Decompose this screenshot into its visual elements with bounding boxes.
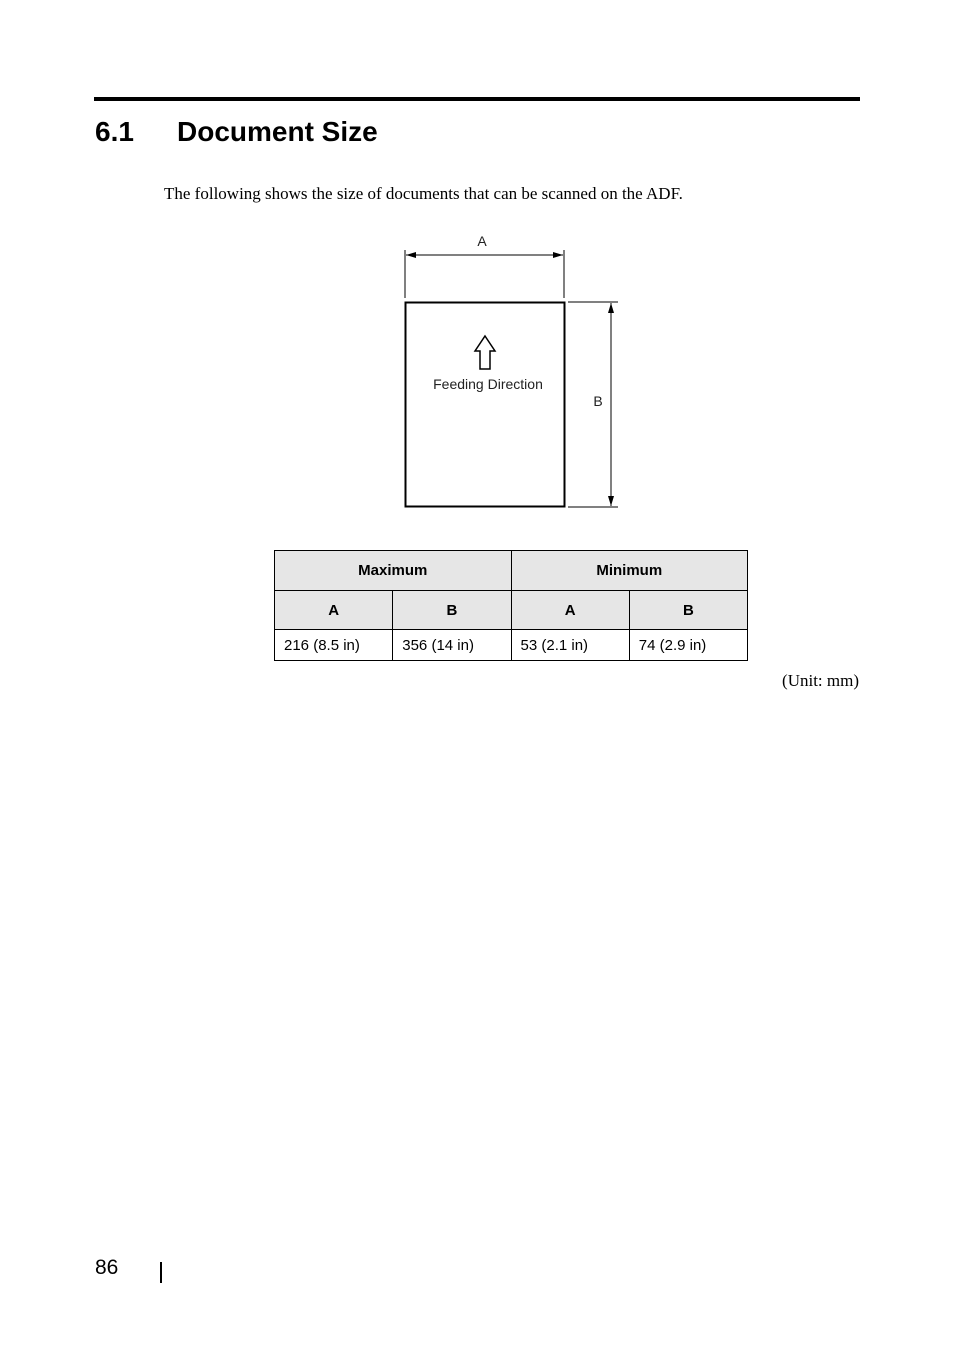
document-size-diagram [0,0,954,540]
document-sheet [406,303,565,507]
dimension-b-label: B [593,393,603,409]
header-minimum: Minimum [511,551,748,591]
page-number-bar [160,1262,162,1283]
cell-max-a: 216 (8.5 in) [275,630,393,661]
dimension-a-arrowhead-right [553,252,563,258]
page-number: 86 [95,1256,119,1279]
unit-note: (Unit: mm) [782,671,859,690]
header-max-a: A [275,591,393,630]
cell-min-a: 53 (2.1 in) [511,630,629,661]
section-number: 6.1 [95,116,134,147]
document-size-table [274,550,748,661]
dimension-a-label: A [477,233,487,249]
dimension-b-arrowhead-bottom [608,496,614,506]
header-min-a: A [511,591,629,630]
feeding-direction-label: Feeding Direction [433,376,543,392]
cell-max-b: 356 (14 in) [393,630,511,661]
table-subheader-row [275,591,748,630]
table-row [275,630,748,661]
header-maximum: Maximum [275,551,512,591]
dimension-a-arrowhead-left [406,252,416,258]
intro-paragraph: The following shows the size of documents that can be scanned on the ADF. [164,184,683,203]
dimension-b-arrowhead-top [608,303,614,313]
section-title: Document Size [177,116,378,147]
cell-min-b: 74 (2.9 in) [629,630,747,661]
header-min-b: B [629,591,747,630]
table-group-header-row [275,551,748,591]
header-max-b: B [393,591,511,630]
